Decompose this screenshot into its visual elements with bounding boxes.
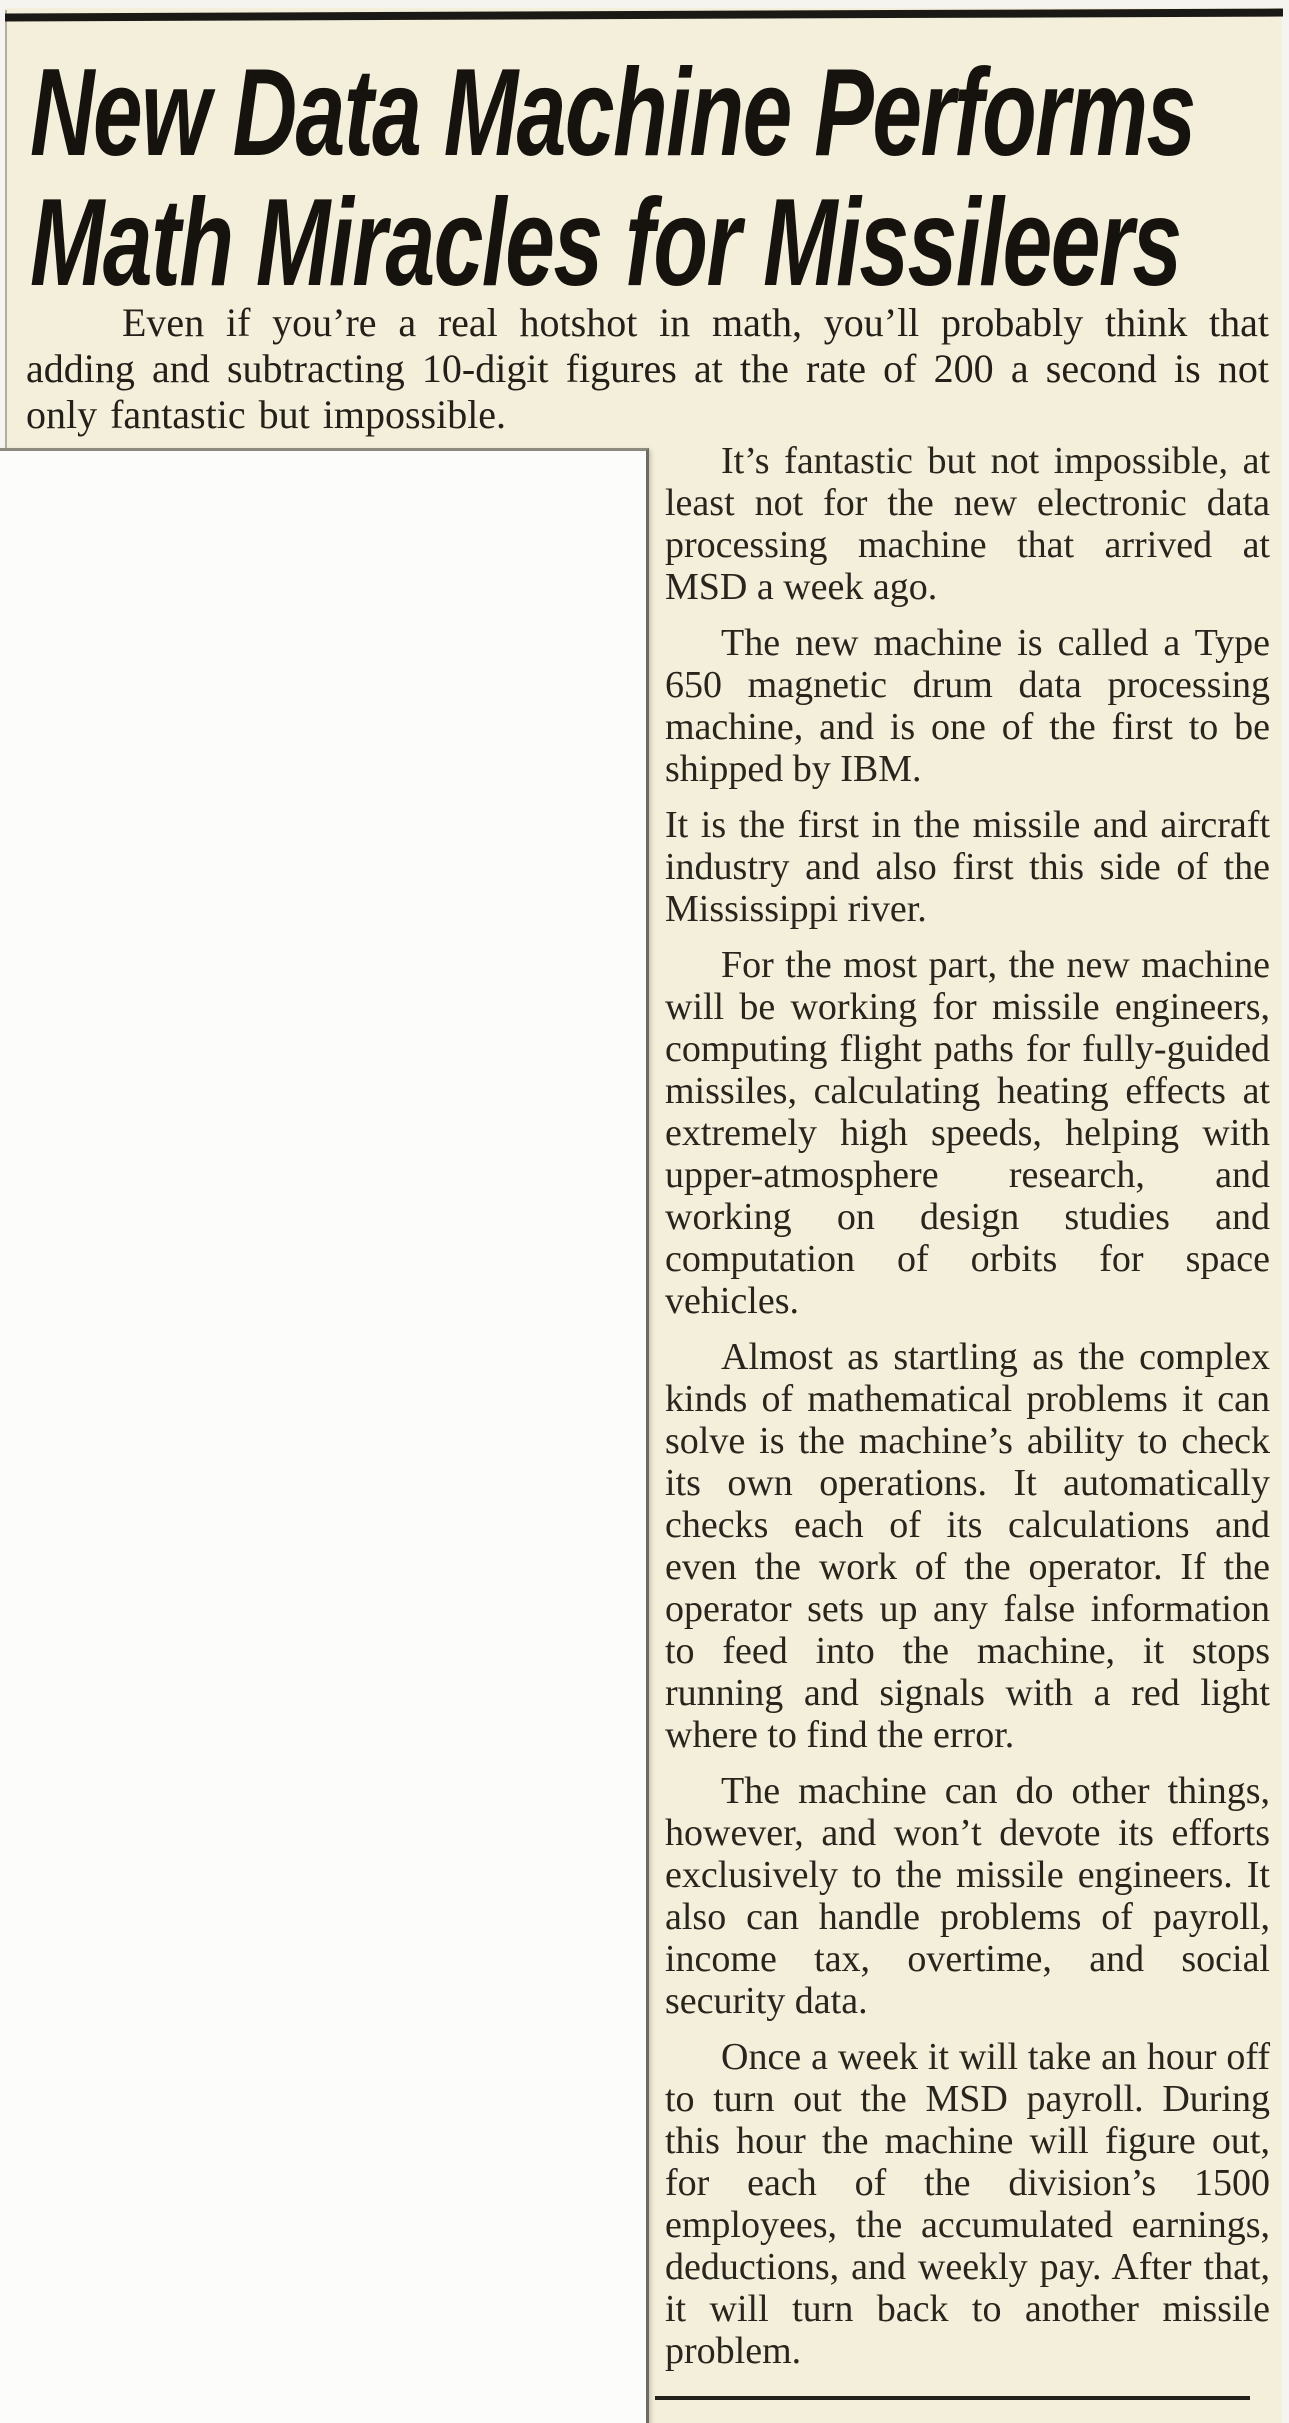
- bottom-rule: [655, 2396, 1250, 2400]
- clipping-left-edge: [5, 10, 7, 452]
- intro-paragraph: Even if you’re a real hotshot in math, you’ll probably think that adding and subtracting 10-digit figures at the rate of 200 a second is not only fantastic but impossible.: [26, 300, 1269, 437]
- column-paragraph-4: For the most part, the new machine will be working for missile engineers, computing flight paths for fully-guided missiles, calculating heating effects at extremely high speeds, helping with upper-atmosphere research, and working on design studies and computation of orbits for space vehicles.: [665, 944, 1270, 1322]
- blank-photo-patch: [0, 448, 649, 2423]
- column-paragraph-1: It’s fantastic but not impossible, at least not for the new electronic data processing machine that arrived at MSD a week ago.: [665, 440, 1270, 608]
- article-column: [665, 440, 1270, 2386]
- column-paragraph-6: The machine can do other things, however, and won’t devote its efforts exclusively to the missile engineers. It also can handle problems of payroll, income tax, overtime, and social security data.: [665, 1770, 1270, 2022]
- column-paragraph-2: The new machine is called a Type 650 magnetic drum data processing machine, and is one of the first to be shipped by IBM.: [665, 622, 1270, 790]
- headline-line-1: New Data Machine Performs: [30, 44, 1195, 182]
- column-paragraph-3: It is the first in the missile and aircraft industry and also first this side of the Mississippi river.: [665, 804, 1270, 930]
- column-paragraph-7: Once a week it will take an hour off to turn out the MSD payroll. During this hour the machine will figure out, for each of the division’s 1500 employees, the accumulated earnings, deductions, and weekly pay. After that, it will turn back to another missile problem.: [665, 2036, 1270, 2372]
- headline-line-2: Math Miracles for Missileers: [30, 174, 1181, 312]
- column-paragraph-5: Almost as startling as the complex kinds of mathematical problems it can solve is the machine’s ability to check its own operations. It automatically checks each of its calculations and even the work of the operator. If the operator sets up any false information to feed into the machine, it stops running and signals with a red light where to find the error.: [665, 1336, 1270, 1756]
- article-headline: [30, 44, 1254, 312]
